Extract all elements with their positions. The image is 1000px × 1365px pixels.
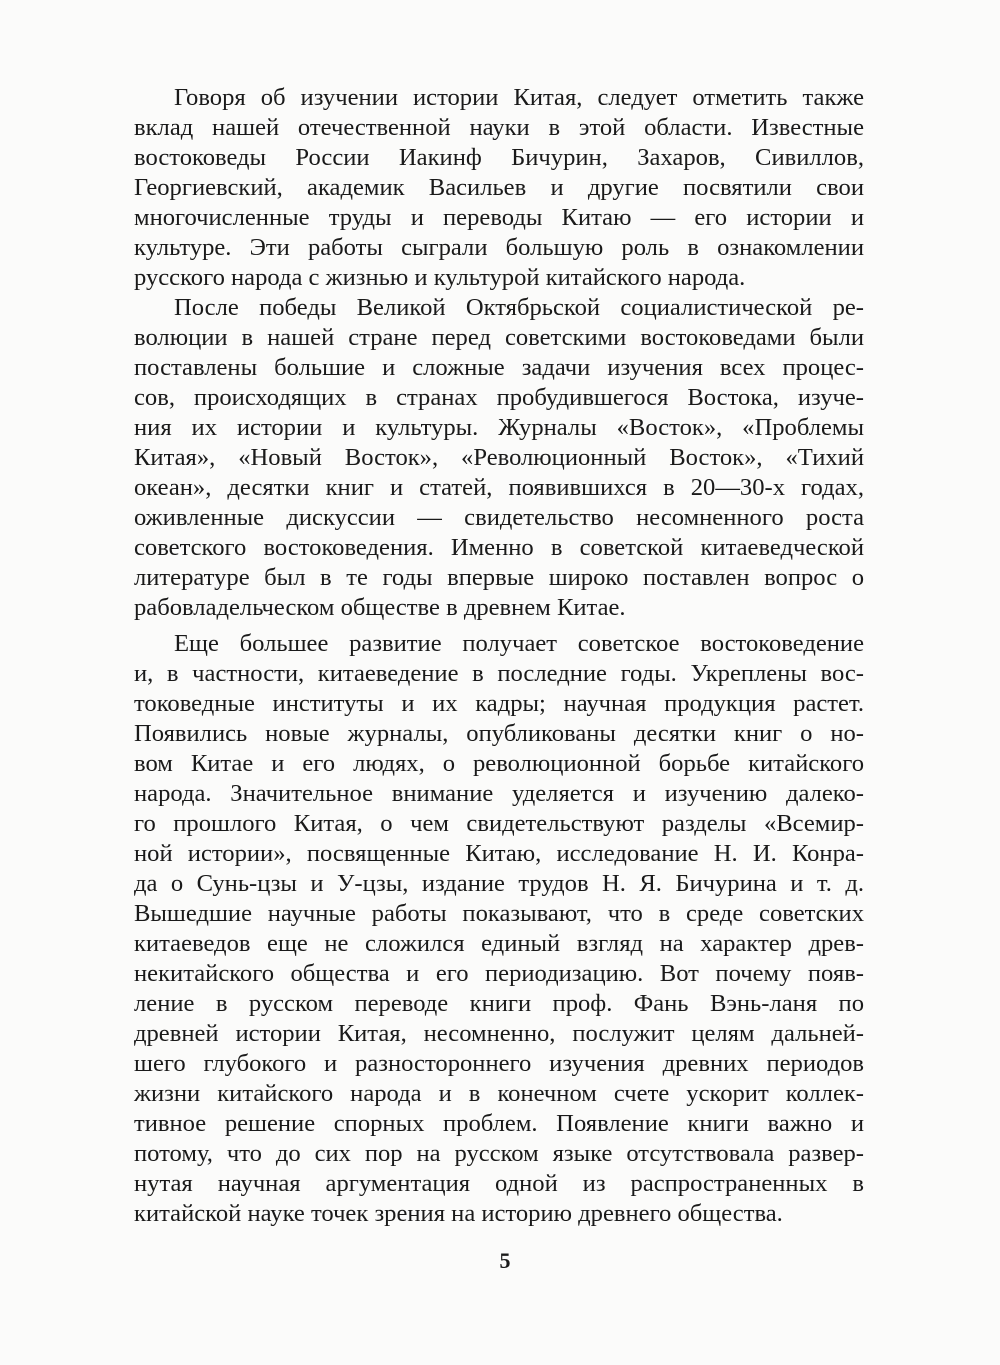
text-line: потому, что до сих пор на русском языке отсутствовала развер- <box>134 1140 864 1167</box>
text-line: Георгиевский, академик Васильев и другие посвятили свои <box>134 174 864 201</box>
text-line: народа. Значительное внимание уделяется и изучению далеко- <box>134 780 864 807</box>
text-line: древней истории Китая, несомненно, послужит целям дальней- <box>134 1020 864 1047</box>
text-line: литературе был в те годы впервые широко поставлен вопрос о <box>134 564 864 591</box>
text-line: вклад нашей отечественной науки в этой области. Известные <box>134 114 864 141</box>
text-line: востоковеды России Иакинф Бичурин, Захаров, Сивиллов, <box>134 144 864 171</box>
text-line: волюции в нашей стране перед советскими востоковедами были <box>134 324 864 351</box>
text-line: сов, происходящих в странах пробудившегося Востока, изуче- <box>134 384 864 411</box>
text-line: культуре. Эти работы сыграли большую роль в ознакомлении <box>134 234 864 261</box>
text-line: тивное решение спорных проблем. Появление книги важно и <box>134 1110 864 1137</box>
text-line: После победы Великой Октябрьской социалистической ре- <box>174 294 864 321</box>
text-line: некитайского общества и его периодизацию. Вот почему появ- <box>134 960 864 987</box>
text-line: да о Сунь-цзы и У-цзы, издание трудов Н. Я. Бичурина и т. д. <box>134 870 864 897</box>
text-line: Китая», «Новый Восток», «Революционный Восток», «Тихий <box>134 444 864 471</box>
text-line: токоведные институты и их кадры; научная продукция растет. <box>134 690 864 717</box>
text-line: жизни китайского народа и в конечном счете ускорит коллек- <box>134 1080 864 1107</box>
paragraph <box>134 629 864 1229</box>
text-line: нутая научная аргументация одной из распространенных в <box>134 1170 864 1197</box>
text-line: ной истории», посвященные Китаю, исследование Н. И. Конра- <box>134 840 864 867</box>
text-line: ния их истории и культуры. Журналы «Восток», «Проблемы <box>134 414 864 441</box>
page-number: 5 <box>499 1248 511 1273</box>
text-line: ление в русском переводе книги проф. Фань Вэнь-ланя по <box>134 990 864 1017</box>
text-line: Появились новые журналы, опубликованы десятки книг о но- <box>134 720 864 747</box>
text-line: шего глубокого и разностороннего изучения древних периодов <box>134 1050 864 1077</box>
text-line: Еще большее развитие получает советское востоковедение <box>174 630 864 657</box>
text-line: советского востоковедения. Именно в советской китаеведческой <box>134 534 864 561</box>
text-line: китайской науке точек зрения на историю древнего общества. <box>134 1200 783 1227</box>
text-line: и, в частности, китаеведение в последние годы. Укреплены вос- <box>134 660 864 687</box>
text-line: китаеведов еще не сложился единый взгляд на характер древ- <box>134 930 864 957</box>
text-line: рабовладельческом обществе в древнем Китае. <box>134 594 626 621</box>
text-line: русского народа с жизнью и культурой китайского народа. <box>134 264 746 291</box>
text-line: поставлены большие и сложные задачи изучения всех процес- <box>134 354 864 381</box>
text-line: многочисленные труды и переводы Китаю — его истории и <box>134 204 864 231</box>
text-line: оживленные дискуссии — свидетельство несомненного роста <box>134 504 864 531</box>
text-line: океан», десятки книг и статей, появившихся в 20—30-х годах, <box>134 474 864 501</box>
paragraph <box>134 83 864 293</box>
text-line: го прошлого Китая, о чем свидетельствуют разделы «Всемир- <box>134 810 864 837</box>
body-text <box>134 83 864 1229</box>
text-line: Вышедшие научные работы показывают, что в среде советских <box>134 900 864 927</box>
paragraph <box>134 293 864 623</box>
text-line: вом Китае и его людях, о революционной борьбе китайского <box>134 750 864 777</box>
text-line: Говоря об изучении истории Китая, следует отметить также <box>174 84 864 111</box>
